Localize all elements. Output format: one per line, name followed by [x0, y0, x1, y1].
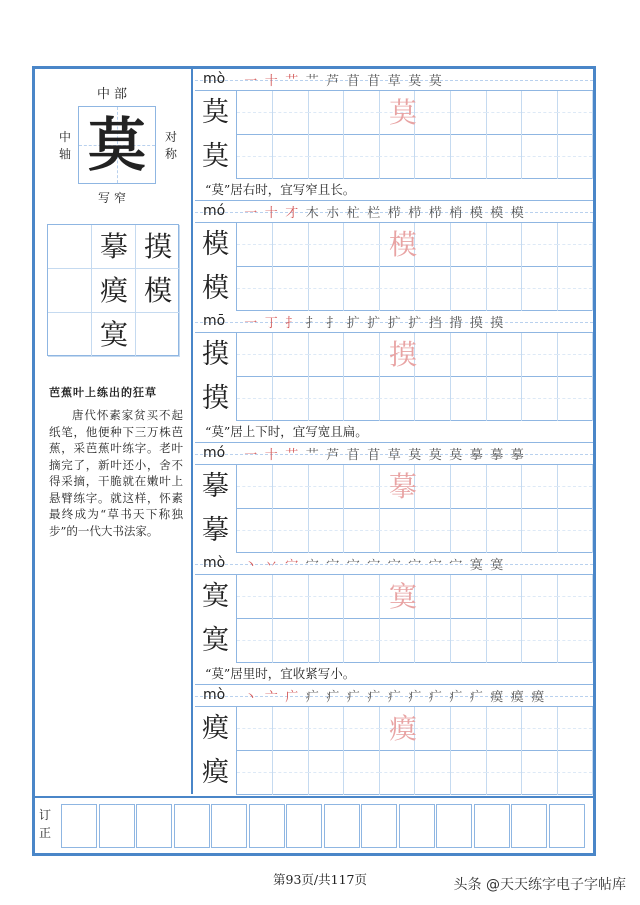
- practice-cell[interactable]: [486, 707, 522, 751]
- practice-cell[interactable]: [522, 619, 558, 663]
- practice-cell[interactable]: [557, 751, 593, 795]
- practice-grid-row: [195, 91, 593, 135]
- correction-row: [35, 796, 593, 853]
- practice-cell[interactable]: [344, 751, 380, 795]
- practice-cell[interactable]: [237, 619, 273, 663]
- pinyin: mò: [203, 687, 226, 703]
- stroke-step: 摹: [490, 448, 505, 463]
- family-character: 摹: [99, 230, 128, 263]
- practice-cell[interactable]: [557, 575, 593, 619]
- practice-cell[interactable]: [344, 619, 380, 663]
- practice-cell[interactable]: [415, 267, 451, 311]
- stroke-step: 一: [244, 74, 259, 89]
- practice-cell[interactable]: [237, 751, 273, 795]
- practice-cell[interactable]: [379, 377, 415, 421]
- practice-cell[interactable]: [273, 465, 309, 509]
- pinyin: mó: [203, 203, 226, 219]
- practice-cell[interactable]: [273, 267, 309, 311]
- model-character-box: [78, 106, 156, 184]
- symmetry-label: 对称: [164, 130, 177, 161]
- practice-cell[interactable]: [415, 509, 451, 553]
- pinyin-stroke-row: [195, 443, 593, 465]
- stroke-step: 苜: [367, 74, 382, 89]
- correction-cell[interactable]: [549, 804, 585, 848]
- stroke-step: 瘼: [510, 690, 525, 705]
- practice-cell[interactable]: [486, 619, 522, 663]
- practice-cell[interactable]: [415, 619, 451, 663]
- stroke-step: 宀: [346, 558, 361, 573]
- practice-grid-row: [195, 223, 593, 267]
- practice-cell[interactable]: [237, 575, 273, 619]
- stroke-order-sequence: [241, 312, 508, 331]
- practice-cell[interactable]: [486, 267, 522, 311]
- stroke-step: 宀: [387, 558, 402, 573]
- trace-character: 寞: [388, 580, 417, 613]
- correction-cell[interactable]: [399, 804, 435, 848]
- stroke-step: 丷: [264, 558, 279, 573]
- practice-cell[interactable]: [308, 751, 344, 795]
- stroke-step: 栏: [367, 206, 382, 221]
- example-character: 瘼: [195, 751, 237, 795]
- stroke-step: 摸: [469, 316, 484, 331]
- practice-cell[interactable]: [237, 333, 273, 377]
- stroke-step: 十: [264, 206, 279, 221]
- stroke-step: 疒: [449, 690, 464, 705]
- stroke-step: 艹: [305, 448, 320, 463]
- practice-cell[interactable]: [308, 619, 344, 663]
- practice-cell[interactable]: [451, 377, 487, 421]
- correction-cell[interactable]: [211, 804, 247, 848]
- model-character: 莫: [87, 111, 146, 179]
- practice-cell[interactable]: [486, 377, 522, 421]
- trace-character: 莫: [388, 96, 417, 129]
- stroke-step: 扩: [387, 316, 402, 331]
- stroke-step: 梢: [449, 206, 464, 221]
- example-character: 摹: [195, 465, 237, 509]
- stroke-step: 栉: [428, 206, 443, 221]
- family-grid-cell: [48, 225, 92, 269]
- family-character: 摸: [143, 230, 172, 263]
- practice-cell[interactable]: [237, 223, 273, 267]
- practice-grid-row: [195, 575, 593, 619]
- stroke-step: 十: [264, 74, 279, 89]
- practice-cell[interactable]: [522, 751, 558, 795]
- stroke-step: 疒: [367, 690, 382, 705]
- correction-cell[interactable]: [136, 804, 172, 848]
- stroke-step: 苜: [346, 74, 361, 89]
- axis-label: 中轴: [58, 130, 71, 161]
- pinyin: mō: [203, 313, 226, 329]
- stroke-step: 疒: [305, 690, 320, 705]
- stroke-step: 寞: [490, 558, 505, 573]
- practice-cell[interactable]: [344, 707, 380, 751]
- stroke-order-sequence: [241, 686, 549, 705]
- practice-cell[interactable]: [344, 575, 380, 619]
- stroke-step: 模: [469, 206, 484, 221]
- practice-cell[interactable]: [273, 707, 309, 751]
- stroke-step: 一: [244, 448, 259, 463]
- trace-character: 瘼: [388, 712, 417, 745]
- family-character: 寞: [99, 318, 128, 351]
- stroke-step: 一: [244, 206, 259, 221]
- practice-cell[interactable]: [486, 465, 522, 509]
- stroke-step: 扩: [346, 316, 361, 331]
- practice-cell[interactable]: [451, 509, 487, 553]
- stroke-step: 瘼: [490, 690, 505, 705]
- practice-cell[interactable]: [237, 465, 273, 509]
- practice-cell[interactable]: [344, 223, 380, 267]
- correction-label: 订正: [39, 808, 52, 840]
- practice-cell[interactable]: [237, 91, 273, 135]
- stroke-step: 苜: [367, 448, 382, 463]
- stroke-step: 莫: [449, 448, 464, 463]
- practice-grid-row: [195, 751, 593, 795]
- left-panel: [35, 69, 193, 794]
- practice-cell[interactable]: [344, 91, 380, 135]
- practice-cell[interactable]: [557, 223, 593, 267]
- practice-cell[interactable]: [486, 91, 522, 135]
- stroke-step: 十: [264, 448, 279, 463]
- practice-cell[interactable]: [308, 465, 344, 509]
- practice-cell[interactable]: [557, 91, 593, 135]
- practice-cell[interactable]: [522, 223, 558, 267]
- practice-cell[interactable]: [451, 575, 487, 619]
- stroke-step: 疒: [428, 690, 443, 705]
- position-label-top: 中部: [96, 87, 131, 102]
- practice-cell[interactable]: [557, 377, 593, 421]
- practice-cell[interactable]: [451, 91, 487, 135]
- practice-cell[interactable]: [486, 509, 522, 553]
- example-character: 模: [195, 223, 237, 267]
- practice-cell[interactable]: [522, 333, 558, 377]
- stroke-step: 莫: [408, 448, 423, 463]
- pinyin: mò: [203, 71, 226, 87]
- practice-cell[interactable]: [557, 267, 593, 311]
- practice-cell[interactable]: [273, 509, 309, 553]
- stroke-step: 疒: [387, 690, 402, 705]
- practice-cell[interactable]: [273, 619, 309, 663]
- practice-cell[interactable]: [486, 135, 522, 179]
- practice-cell[interactable]: [379, 751, 415, 795]
- practice-cell[interactable]: [344, 135, 380, 179]
- trace-character: 摸: [388, 338, 417, 371]
- stroke-step: 模: [510, 206, 525, 221]
- practice-cell[interactable]: [237, 135, 273, 179]
- correction-cell[interactable]: [61, 804, 97, 848]
- family-character: 瘼: [99, 274, 128, 307]
- practice-grid-row: [195, 333, 593, 377]
- trace-character: 摹: [388, 470, 417, 503]
- practice-cell[interactable]: [344, 509, 380, 553]
- practice-cell[interactable]: [557, 135, 593, 179]
- practice-grid-row: [195, 707, 593, 751]
- stroke-step: 艹: [285, 448, 300, 463]
- stroke-step: 草: [387, 448, 402, 463]
- practice-cell[interactable]: [379, 267, 415, 311]
- practice-cell[interactable]: [308, 223, 344, 267]
- practice-cell[interactable]: [557, 619, 593, 663]
- stroke-step: 摹: [469, 448, 484, 463]
- stroke-step: 疒: [469, 690, 484, 705]
- stroke-step: 栉: [387, 206, 402, 221]
- practice-cell[interactable]: [522, 575, 558, 619]
- stroke-step: 宀: [305, 558, 320, 573]
- practice-cell[interactable]: [451, 223, 487, 267]
- story-title: 芭蕉叶上练出的狂草: [49, 386, 157, 399]
- practice-cell[interactable]: [237, 377, 273, 421]
- stroke-step: 木: [305, 206, 320, 221]
- practice-cell[interactable]: [237, 267, 273, 311]
- correction-cell[interactable]: [324, 804, 360, 848]
- practice-cell[interactable]: [451, 707, 487, 751]
- practice-cell[interactable]: [451, 619, 487, 663]
- stroke-step: 寞: [469, 558, 484, 573]
- practice-cell[interactable]: [237, 707, 273, 751]
- pinyin-stroke-row: [195, 685, 593, 707]
- stroke-step: 丶: [244, 558, 259, 573]
- correction-cell[interactable]: [174, 804, 210, 848]
- practice-cell[interactable]: [308, 267, 344, 311]
- practice-cell[interactable]: [557, 707, 593, 751]
- practice-cell[interactable]: [451, 465, 487, 509]
- practice-cell[interactable]: [273, 333, 309, 377]
- practice-cell[interactable]: [522, 135, 558, 179]
- stroke-step: 扌: [305, 316, 320, 331]
- practice-cell[interactable]: [451, 333, 487, 377]
- pinyin-stroke-row: [195, 553, 593, 575]
- pinyin: mò: [203, 555, 226, 571]
- practice-panel: [195, 69, 593, 794]
- stroke-step: 才: [285, 206, 300, 221]
- stroke-step: 扩: [408, 316, 423, 331]
- stroke-step: 瘼: [531, 690, 546, 705]
- stroke-order-sequence: [241, 70, 446, 89]
- example-character: 莫: [195, 135, 237, 179]
- practice-cell[interactable]: [415, 377, 451, 421]
- stroke-step: 扌: [326, 316, 341, 331]
- stroke-step: 宀: [428, 558, 443, 573]
- stroke-step: 丁: [264, 316, 279, 331]
- practice-cell[interactable]: [451, 267, 487, 311]
- writing-tip: “莫”居上下时，宜写宽且扁。: [195, 421, 593, 443]
- practice-cell[interactable]: [415, 135, 451, 179]
- stroke-step: 宀: [367, 558, 382, 573]
- practice-cell[interactable]: [344, 465, 380, 509]
- stroke-order-sequence: [241, 554, 508, 573]
- practice-cell[interactable]: [379, 619, 415, 663]
- practice-grid-row: [195, 135, 593, 179]
- stroke-step: 疒: [408, 690, 423, 705]
- stroke-step: 揹: [449, 316, 464, 331]
- example-character: 模: [195, 267, 237, 311]
- stroke-step: 疒: [326, 690, 341, 705]
- practice-cell[interactable]: [451, 751, 487, 795]
- character-family-grid: [47, 224, 179, 356]
- pinyin: mó: [203, 445, 226, 461]
- family-character: 模: [143, 274, 172, 307]
- example-character: 摹: [195, 509, 237, 553]
- family-grid-cell: [48, 313, 92, 357]
- watermark: 头条 @天天练字电子字帖库: [453, 877, 626, 893]
- practice-cell[interactable]: [273, 223, 309, 267]
- stroke-order-sequence: [241, 202, 528, 221]
- practice-grid-row: [195, 267, 593, 311]
- stroke-step: 芦: [326, 448, 341, 463]
- stroke-step: 一: [244, 316, 259, 331]
- practice-cell[interactable]: [522, 377, 558, 421]
- practice-cell[interactable]: [522, 509, 558, 553]
- stroke-step: 艹: [285, 74, 300, 89]
- correction-cell[interactable]: [511, 804, 547, 848]
- correction-cell[interactable]: [474, 804, 510, 848]
- worksheet-frame: [32, 66, 596, 856]
- stroke-step: 摸: [490, 316, 505, 331]
- stroke-step: 挡: [428, 316, 443, 331]
- practice-cell[interactable]: [486, 333, 522, 377]
- practice-cell[interactable]: [451, 135, 487, 179]
- practice-grid-row: [195, 377, 593, 421]
- practice-cell[interactable]: [486, 751, 522, 795]
- practice-cell[interactable]: [273, 135, 309, 179]
- practice-cell[interactable]: [344, 377, 380, 421]
- practice-cell[interactable]: [522, 707, 558, 751]
- stroke-step: 扌: [285, 316, 300, 331]
- practice-cell[interactable]: [522, 465, 558, 509]
- practice-grid-row: [195, 465, 593, 509]
- stroke-step: 广: [285, 690, 300, 705]
- family-grid-cell: [48, 269, 92, 313]
- stroke-step: 宀: [326, 558, 341, 573]
- trace-character: 模: [388, 228, 417, 261]
- practice-cell[interactable]: [273, 377, 309, 421]
- stroke-step: 芦: [326, 74, 341, 89]
- position-label-bottom: 写窄: [97, 191, 130, 205]
- stroke-step: 苜: [346, 448, 361, 463]
- practice-cell[interactable]: [308, 377, 344, 421]
- practice-cell[interactable]: [522, 267, 558, 311]
- practice-cell[interactable]: [237, 509, 273, 553]
- family-character: [136, 313, 180, 357]
- example-character: 莫: [195, 91, 237, 135]
- practice-cell[interactable]: [522, 91, 558, 135]
- practice-cell[interactable]: [308, 575, 344, 619]
- practice-cell[interactable]: [308, 509, 344, 553]
- stroke-step: 宀: [408, 558, 423, 573]
- practice-cell[interactable]: [379, 135, 415, 179]
- practice-cell[interactable]: [557, 333, 593, 377]
- pinyin-stroke-row: [195, 311, 593, 333]
- stroke-step: 杧: [346, 206, 361, 221]
- practice-cell[interactable]: [273, 751, 309, 795]
- practice-cell[interactable]: [415, 751, 451, 795]
- practice-cell[interactable]: [308, 91, 344, 135]
- practice-cell[interactable]: [308, 333, 344, 377]
- correction-cell[interactable]: [436, 804, 472, 848]
- stroke-step: 亠: [264, 690, 279, 705]
- correction-cell[interactable]: [249, 804, 285, 848]
- stroke-step: 莫: [408, 74, 423, 89]
- stroke-order-sequence: [241, 444, 528, 463]
- practice-grid-row: [195, 509, 593, 553]
- stroke-step: 栉: [408, 206, 423, 221]
- practice-cell[interactable]: [308, 707, 344, 751]
- stroke-step: 宀: [449, 558, 464, 573]
- pinyin-stroke-row: [195, 201, 593, 223]
- example-character: 摸: [195, 377, 237, 421]
- practice-cell[interactable]: [486, 575, 522, 619]
- stroke-step: 丶: [244, 690, 259, 705]
- example-character: 瘼: [195, 707, 237, 751]
- stroke-step: 疒: [346, 690, 361, 705]
- pinyin-stroke-row: [195, 69, 593, 91]
- stroke-step: 模: [490, 206, 505, 221]
- stroke-step: 艹: [305, 74, 320, 89]
- example-character: 寞: [195, 575, 237, 619]
- stroke-step: 莫: [428, 74, 443, 89]
- page-number: 第93页/共117页: [273, 872, 367, 887]
- practice-cell[interactable]: [273, 91, 309, 135]
- story-body: 唐代怀素家贫买不起纸笔，他便种下三万株芭蕉，采芭蕉叶练字。老叶摘完了，新叶还小，舍不得采摘，干脆就在嫩叶上悬臂练字。就这样，怀素最终成为“草书天下称独步”的一代大书法家。: [49, 408, 183, 538]
- practice-cell[interactable]: [557, 509, 593, 553]
- correction-cell[interactable]: [286, 804, 322, 848]
- practice-cell[interactable]: [379, 509, 415, 553]
- stroke-step: 扩: [367, 316, 382, 331]
- stroke-step: 宀: [285, 558, 300, 573]
- correction-cell[interactable]: [99, 804, 135, 848]
- stroke-step: 朩: [326, 206, 341, 221]
- practice-cell[interactable]: [273, 575, 309, 619]
- example-character: 摸: [195, 333, 237, 377]
- stroke-step: 草: [387, 74, 402, 89]
- stroke-step: 摹: [510, 448, 525, 463]
- practice-grid-row: [195, 619, 593, 663]
- correction-cell[interactable]: [361, 804, 397, 848]
- practice-cell[interactable]: [344, 267, 380, 311]
- practice-cell[interactable]: [486, 223, 522, 267]
- writing-tip: “莫”居右时，宜写窄且长。: [195, 179, 593, 201]
- writing-tip: “莫”居里时，宜收紧写小。: [195, 663, 593, 685]
- practice-cell[interactable]: [557, 465, 593, 509]
- practice-cell[interactable]: [344, 333, 380, 377]
- example-character: 寞: [195, 619, 237, 663]
- stroke-step: 莫: [428, 448, 443, 463]
- practice-cell[interactable]: [308, 135, 344, 179]
